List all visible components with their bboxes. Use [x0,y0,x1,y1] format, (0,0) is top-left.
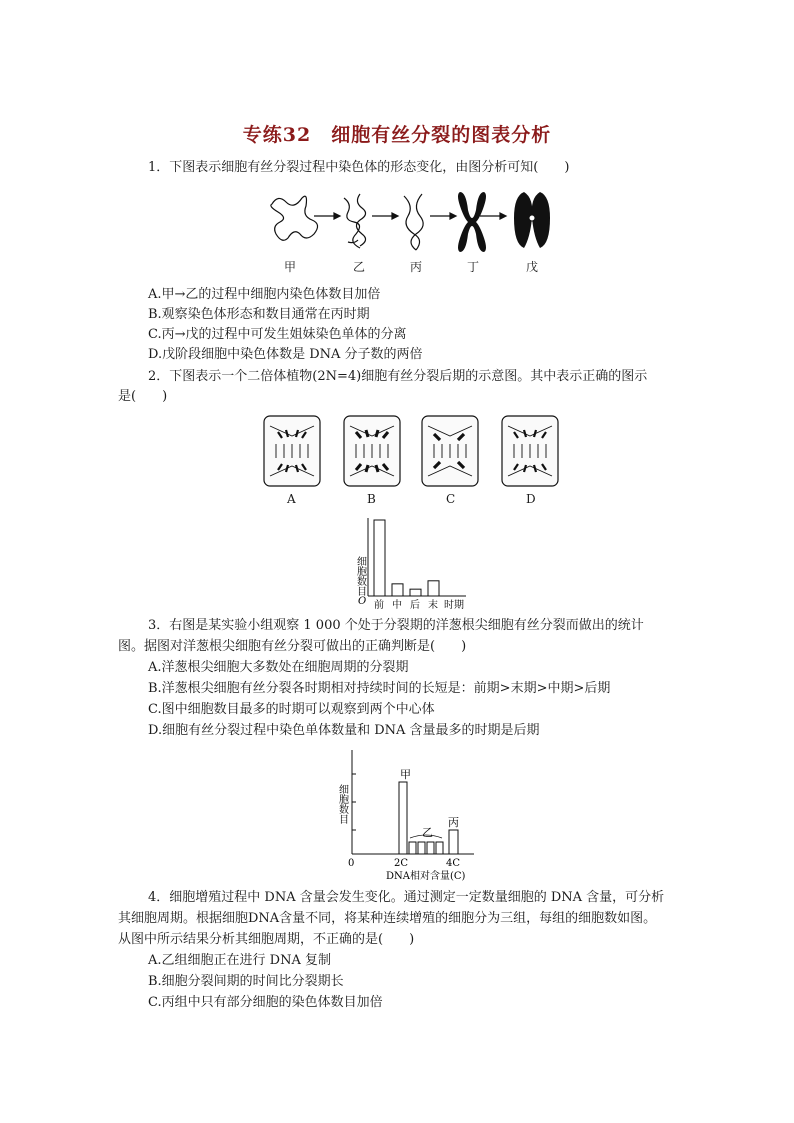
chart2-bar-yi-2 [418,842,425,854]
q1-label-ding: 丁 [467,260,480,274]
q1-label-jia: 甲 [284,260,297,274]
q1-label-bing: 丙 [410,260,423,274]
phase-bar-chart [340,512,480,612]
chart1-bar-2 [410,589,421,596]
chromatin-jia-icon [271,196,318,240]
q4-option-c: C.丙组中只有部分细胞的染色体数目加倍 [148,995,383,1010]
chromosome-ding-icon [458,192,486,252]
q2-stem-line2: 是( ) [118,389,168,404]
q1-option-a: A.甲→乙的过程中细胞内染色体数目加倍 [148,287,381,302]
chart1-xtick-2: 后 [410,600,420,611]
chart2-label-jia: 甲 [400,768,411,781]
q3-option-b: B.洋葱根尖细胞有丝分裂各时期相对持续时间的长短是：前期>末期>中期>后期 [148,681,611,696]
q2-label-a: A [287,492,296,506]
chart2-bar-yi-4 [436,842,443,854]
chart2-bar-bing [449,830,458,854]
chart2-bar-yi-3 [427,842,434,854]
q2-label-d: D [526,492,536,506]
q1-option-b: B.观察染色体形态和数目通常在丙时期 [148,307,370,322]
q2-label-c: C [446,492,456,506]
q2-label-b: B [367,492,376,506]
q4-stem-line2: 其细胞周期。根据细胞DNA含量不同，将某种连续增殖的细胞分为三组，每组的细胞数如图。 [118,911,657,926]
chart1-origin: O [358,596,367,607]
chromatin-bing-icon [404,194,423,250]
q2-stem-line1: 2．下图表示一个二倍体植物(2N=4)细胞有丝分裂后期的示意图。其中表示正确的图示 [148,369,648,384]
chart1-bar-3 [428,581,439,596]
q1-option-c: C.丙→戊的过程中可发生姐妹染色单体的分离 [148,327,407,342]
dna-content-chart [334,744,484,884]
chart2-tick-4c: 4C [446,858,461,869]
q3-option-c: C.图中细胞数目最多的时期可以观察到两个中心体 [148,702,435,717]
chart1-xtick-0: 前 [374,600,384,611]
chart2-origin: 0 [348,858,355,869]
q4-option-a: A.乙组细胞正在进行 DNA 复制 [148,953,331,968]
chart2-xlabel: DNA相对含量(C) [386,871,466,882]
page-title: 专练32 细胞有丝分裂的图表分析 [242,124,552,146]
chromosome-wu-icon [514,192,550,248]
q4-stem-line1: 4．细胞增殖过程中 DNA 含量会发生变化。通过测定一定数量细胞的 DNA 含量，可分析 [148,890,665,905]
chromatin-yi-icon [344,194,366,248]
q4-option-b: B.细胞分裂间期的时间比分裂期长 [148,974,344,989]
q3-option-a: A.洋葱根尖细胞大多数处在细胞周期的分裂期 [148,660,409,675]
chart1-xlabel: 时期 [444,600,464,611]
q3-option-d: D.细胞有丝分裂过程中染色单体数量和 DNA 含量最多的时期是后期 [148,723,540,738]
chart2-label-yi: 乙 [422,826,433,839]
chart1-xtick-3: 末 [428,600,438,611]
q1-label-wu: 戊 [526,260,539,274]
chart1-bar-0 [374,520,385,596]
chart2-ylabel: 细胞数目 [336,784,348,824]
q2-cell-figures [262,414,562,490]
chart2-bar-jia [399,782,407,854]
chart2-label-bing: 丙 [448,816,459,829]
chart2-tick-2c: 2C [394,858,409,869]
chart1-bar-1 [392,584,403,596]
q1-label-yi: 乙 [353,260,366,274]
q4-stem-line3: 从图中所示结果分析其细胞周期，不正确的是( ) [118,932,415,947]
chart1-ylabel: 细胞数目 [354,556,366,596]
chart2-bar-yi-1 [409,842,416,854]
q3-stem-line2: 图。据图对洋葱根尖细胞有丝分裂可做出的正确判断是( ) [118,639,467,654]
chart1-xtick-1: 中 [392,600,402,611]
q1-option-d: D.戊阶段细胞中染色体数是 DNA 分子数的两倍 [148,347,423,362]
q3-stem-line1: 3．右图是某实验小组观察 1 000 个处于分裂期的洋葱根尖细胞有丝分裂而做出的统计 [148,618,644,633]
q1-stem: 1．下图表示细胞有丝分裂过程中染色体的形态变化，由图分析可知( ) [148,160,570,175]
